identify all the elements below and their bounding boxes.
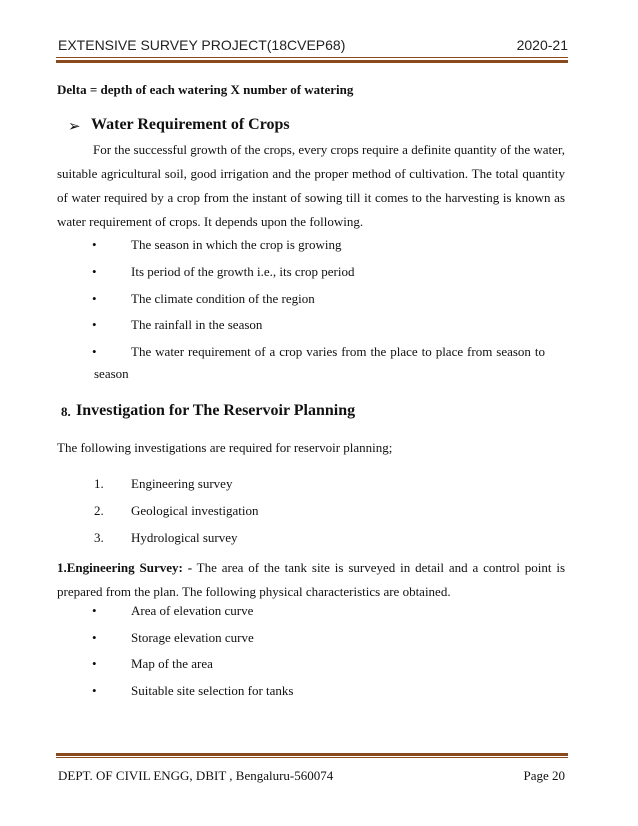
bullet-dot-icon: • — [92, 291, 97, 306]
bullet-dot-icon: • — [92, 656, 97, 671]
bullet-item: Its period of the growth i.e., its crop period — [131, 264, 355, 279]
list-item: Geological investigation — [131, 503, 259, 518]
bullet-dot-icon: • — [92, 264, 97, 279]
list-number: 1. — [94, 476, 104, 491]
engineering-survey-text: The area of the tank site is surveyed in detail and a control point is prepared from the plan. The following physical characteristics are obtained. — [57, 560, 566, 599]
bullet-dot-icon: • — [92, 344, 97, 359]
bullet-item-continuation: season — [94, 366, 129, 381]
list-item: Hydrological survey — [131, 530, 238, 545]
bullet-dot-icon: • — [92, 630, 97, 645]
bullet-dot-icon: • — [92, 683, 97, 698]
list-number: 2. — [94, 503, 104, 518]
header-rule-thin — [56, 57, 568, 58]
water-requirement-paragraph: For the successful growth of the crops, every crops require a definite quantity of the water, suitable agricultural soil, good irrigation and the proper method of cultivation. The total quantity of water required by a crop from the instant of sowing till it comes to the harvesting is known as water requirement of crops. It depends upon the following. — [57, 142, 565, 229]
bullet-item: The climate condition of the region — [131, 291, 315, 306]
list-item: Engineering survey — [131, 476, 233, 491]
bullet-item: The rainfall in the season — [131, 317, 263, 332]
bullet-item: Suitable site selection for tanks — [131, 683, 294, 698]
reservoir-planning-heading: Investigation for The Reservoir Planning — [76, 402, 356, 419]
footer-rule-thick — [56, 753, 568, 756]
reservoir-intro: The following investigations are required for reservoir planning; — [57, 440, 393, 455]
water-requirement-heading: Water Requirement of Crops — [91, 116, 290, 133]
list-number: 3. — [94, 530, 104, 545]
section-number: 8. — [61, 404, 71, 419]
bullet-item: Area of elevation curve — [131, 603, 254, 618]
header-rule-thick — [56, 60, 568, 63]
bullet-item: The water requirement of a crop varies from the place to place from season to — [131, 344, 545, 359]
arrow-bullet-icon: ➢ — [68, 119, 81, 135]
bullet-item: Map of the area — [131, 656, 213, 671]
bullet-dot-icon: • — [92, 317, 97, 332]
engineering-survey-paragraph — [57, 556, 565, 604]
bullet-dot-icon: • — [92, 237, 97, 252]
engineering-survey-label: 1.Engineering Survey: - — [57, 560, 193, 575]
footer-dept: DEPT. OF CIVIL ENGG, DBIT , Bengaluru-560074 — [58, 768, 334, 783]
bullet-item: Storage elevation curve — [131, 630, 254, 645]
footer-page — [523, 768, 565, 784]
delta-formula: Delta = depth of each watering X number of watering — [57, 82, 354, 97]
footer-rule-thin — [56, 757, 568, 758]
page-label: Page — [523, 768, 549, 783]
header-title: EXTENSIVE SURVEY PROJECT(18CVEP68) — [58, 37, 346, 53]
header-year: 2020-21 — [516, 37, 568, 53]
bullet-dot-icon: • — [92, 603, 97, 618]
page-number: 20 — [552, 768, 565, 783]
bullet-item: The season in which the crop is growing — [131, 237, 342, 252]
